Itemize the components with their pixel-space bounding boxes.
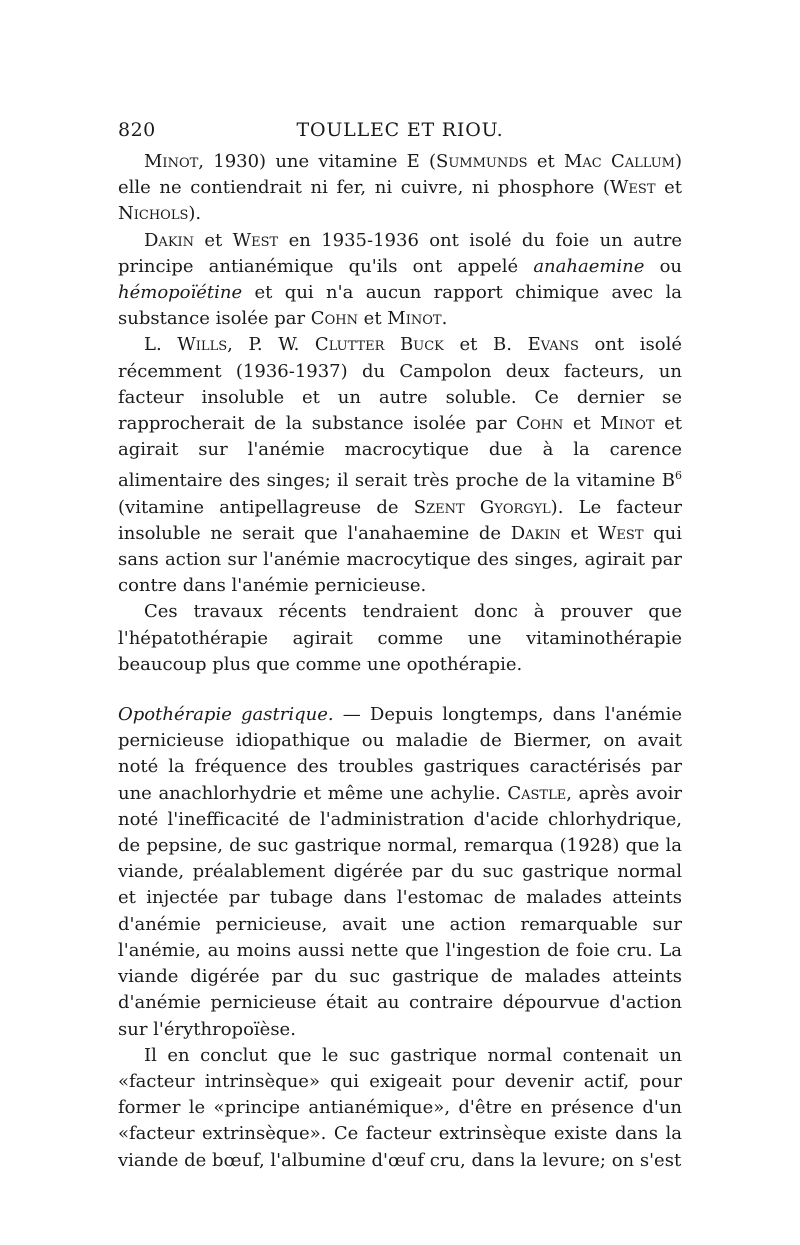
text-segment: Evans — [527, 334, 579, 356]
text-segment: Cohn — [516, 413, 564, 435]
text-segment: — Depuis longtemps, dans l'anémie pernicieuse idiopathique ou maladie de Biermer, on avait noté la fréquence des troubles gastriques caractérisés par une anachlorhydrie et même une achylie. — [118, 704, 682, 804]
text-segment: (vitamine antipellagreuse de — [118, 496, 414, 518]
paragraph-p1 — [118, 149, 682, 228]
text-segment: Szent Gyorgyl — [413, 496, 551, 518]
text-segment: et — [563, 413, 601, 435]
page-header — [118, 119, 682, 143]
text-segment: ). Le facteur insoluble ne serait que l'anahaemine de — [118, 496, 682, 544]
text-segment: Wills — [177, 334, 228, 356]
text-segment: anahaemine — [533, 255, 645, 277]
body-text — [118, 149, 682, 1174]
text-segment: et — [655, 177, 683, 199]
text-segment: , P. W. — [227, 334, 315, 356]
text-segment: et B. — [443, 334, 528, 356]
text-segment: et — [527, 151, 564, 172]
text-segment: et qui n'a aucun rapport chimique avec la substance isolée par — [118, 282, 682, 330]
running-title: TOULLEC ET RIOU. — [296, 119, 504, 141]
text-segment: et — [194, 229, 233, 251]
text-segment: , 1930) une vitamine E ( — [198, 151, 437, 172]
text-segment: . — [441, 308, 448, 330]
paragraph-p2 — [118, 228, 682, 333]
text-segment: ou — [644, 255, 682, 277]
text-segment: ). — [188, 203, 202, 225]
text-segment: West — [232, 229, 279, 251]
text-segment: , après avoir noté l'inefficacité de l'administration d'acide chlorhydrique, de pepsine, de suc gastrique normal, remarqua (1928) que la viande, préalablement digérée par du suc gastrique normal et injectée par tubage dans l'estomac de malades atteints d'anémie pernicieuse, avait une action remarquable sur l'anémie, au moins aussi nette que l'ingestion de foie cru. La viande digérée par du suc gastrique de malades atteints d'anémie pernicieuse était au contraire dépourvue d'action sur l'érythropoïèse. — [118, 782, 682, 1040]
text-segment: Mac Callum — [563, 151, 675, 172]
text-segment: Opothérapie gastrique. — [118, 704, 334, 726]
text-segment: et — [357, 308, 388, 330]
text-segment: Clutter Buck — [314, 334, 444, 356]
text-segment: ) elle ne contiendrait ni fer, ni cuivre, ni phosphore ( — [118, 151, 682, 199]
text-segment: Ces travaux récents tendraient donc à prouver que l'hépatothérapie agirait comme une vitaminothérapie beaucoup plus que comme une opothérapie. — [118, 601, 682, 675]
text-segment: Il en conclut que le suc gastrique normal contenait un «facteur intrinsèque» qui exigeait pour devenir actif, pour former le «principe antianémique», d'être en présence d'un «facteur extrinsèque». Ce facteur extrinsèque existe dans la viande de bœuf, l'albumine d'œuf cru, dans la levure; on s'est — [118, 1044, 682, 1171]
text-segment: Dakin — [510, 522, 561, 544]
paragraph-p6 — [118, 1043, 682, 1174]
text-segment: Dakin — [144, 229, 195, 251]
text-segment: Summunds — [436, 151, 528, 172]
text-segment: 6 — [675, 469, 682, 483]
text-segment: et — [560, 522, 598, 544]
text-segment: West — [597, 522, 644, 544]
paragraph-p3 — [118, 332, 682, 599]
paragraph-p5 — [118, 702, 682, 1043]
page-number: 820 — [118, 119, 156, 141]
text-segment: en 1935-1936 ont isolé du foie un autre principe antianémique qu'ils ont appelé — [118, 229, 682, 277]
text-segment: Minot — [600, 413, 655, 435]
text-segment: Cohn — [310, 308, 358, 330]
text-segment: Minot — [144, 151, 199, 172]
text-segment: Minot — [387, 308, 442, 330]
text-segment: ont isolé récemment (1936-1937) du Campolon deux facteurs, un facteur insoluble et un autre soluble. Ce dernier se rapprocherait de la substance isolée par — [118, 334, 683, 435]
text-segment: West — [609, 177, 656, 199]
paragraph-p4 — [118, 599, 682, 678]
text-segment: hémopoïétine — [118, 282, 243, 304]
text-segment: Nichols — [118, 203, 189, 225]
text-segment: L. — [144, 334, 178, 356]
text-segment: et agirait sur l'anémie macrocytique due à la carence alimentaire des singes; il serait très proche de la vitamine B — [118, 413, 682, 492]
text-segment: Castle — [507, 782, 567, 804]
text-segment: qui sans action sur l'anémie macrocytique des singes, agirait par contre dans l'anémie pernicieuse. — [118, 522, 683, 597]
